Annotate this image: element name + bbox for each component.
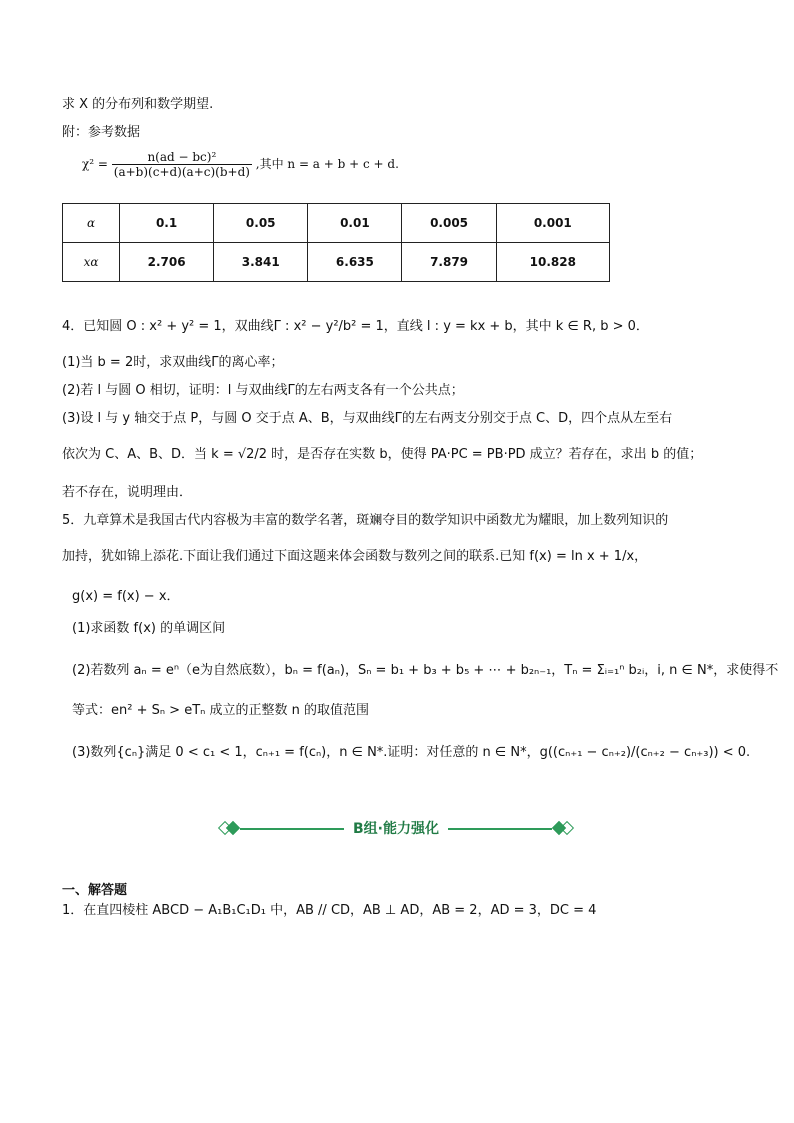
chi-square-formula xyxy=(82,150,399,179)
formula-denominator: (a+b)(c+d)(a+c)(b+d) xyxy=(113,165,250,179)
text-line: 附：参考数据 xyxy=(62,125,141,140)
part-b-question-1: 1．在直四棱柱 ABCD − A₁B₁C₁D₁ 中，AB // CD，AB ⊥ AD，AB = 2，AD = 3，DC = 4 xyxy=(62,903,597,918)
question-5-stem: 5．九章算术是我国古代内容极为丰富的数学名著，斑斓夺目的数学知识中函数尤为耀眼，加上数列知识的 xyxy=(62,513,669,528)
table-cell: 0.05 xyxy=(214,204,308,243)
table-cell: 6.635 xyxy=(308,243,402,282)
question-4-part-2: (2)若 l 与圆 O 相切，证明：l 与双曲线Γ的左右两支各有一个公共点； xyxy=(62,383,464,398)
table-cell: 3.841 xyxy=(214,243,308,282)
table-row xyxy=(63,243,610,282)
section-heading: 一、解答题 xyxy=(62,883,128,898)
formula-lhs: χ² = xyxy=(82,157,108,171)
question-4-part-3-cont: 依次为 C、A、B、D．当 k = √2/2 时，是否存在实数 b，使得 PA·PC = PB·PD 成立？若存在，求出 b 的值； xyxy=(62,447,703,462)
table-cell: xα xyxy=(63,243,120,282)
table-cell: 0.1 xyxy=(120,204,214,243)
divider xyxy=(240,828,344,830)
section-banner xyxy=(218,818,574,840)
formula-tail: ,其中 n = a + b + c + d. xyxy=(255,157,399,171)
formula-fraction xyxy=(112,150,252,179)
question-4-part-3: (3)设 l 与 y 轴交于点 P，与圆 O 交于点 A、B，与双曲线Γ的左右两支分别交于点 C、D，四个点从左至右 xyxy=(62,411,673,426)
question-5-part-1: (1)求函数 f(x) 的单调区间 xyxy=(72,621,226,636)
table-cell: 2.706 xyxy=(120,243,214,282)
question-4-part-3-end: 若不存在，说明理由． xyxy=(62,485,193,500)
question-5-part-3: (3)数列{cₙ}满足 0 < c₁ < 1，cₙ₊₁ = f(cₙ)，n ∈ N*.证明：对任意的 n ∈ N*，g((cₙ₊₁ − cₙ₊₂)/(cₙ₊₂ − cₙ₊₃)) < 0. xyxy=(72,745,751,760)
reference-table xyxy=(62,203,610,282)
table-cell: 7.879 xyxy=(402,243,496,282)
table-cell: α xyxy=(63,204,120,243)
question-4-stem: 4．已知圆 O : x² + y² = 1，双曲线Γ : x² − y²/b² = 1，直线 l : y = kx + b，其中 k ∈ R, b > 0． xyxy=(62,319,649,334)
question-4-part-1: (1)当 b = 2时，求双曲线Γ的离心率； xyxy=(62,355,284,370)
divider xyxy=(448,828,552,830)
question-5-stem-cont: 加持，犹如锦上添花.下面让我们通过下面这题来体会函数与数列之间的联系.已知 f(x) = ln x + 1/x， xyxy=(62,549,648,564)
table-cell: 0.005 xyxy=(402,204,496,243)
section-title: B组·能力强化 xyxy=(353,821,439,837)
table-cell: 0.001 xyxy=(496,204,609,243)
question-5-part-2-cont: 等式：en² + Sₙ > eTₙ 成立的正整数 n 的取值范围 xyxy=(72,703,369,718)
question-5-g-def: g(x) = f(x) − x． xyxy=(72,589,180,604)
text-line: 求 X 的分布列和数学期望. xyxy=(62,97,214,112)
table-cell: 10.828 xyxy=(496,243,609,282)
formula-numerator: n(ad − bc)² xyxy=(112,150,252,165)
question-5-part-2: (2)若数列 aₙ = eⁿ（e为自然底数），bₙ = f(aₙ)，Sₙ = b₁ + b₃ + b₅ + ⋯ + b₂ₙ₋₁，Tₙ = Σᵢ₌₁ⁿ b₂ᵢ，i, n ∈ N*，求使得不 xyxy=(72,663,779,678)
table-cell: 0.01 xyxy=(308,204,402,243)
table-row xyxy=(63,204,610,243)
